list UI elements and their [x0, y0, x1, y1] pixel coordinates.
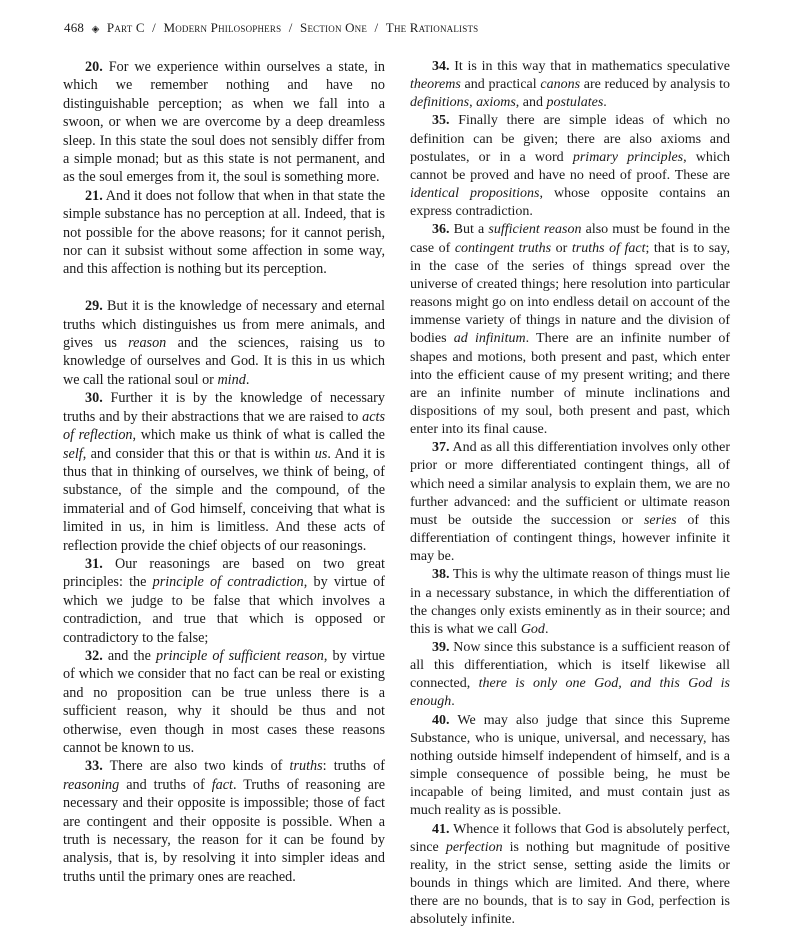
paragraph-text: , which make us think of what is called the: [132, 427, 385, 444]
paragraph-text: , which cannot be proved and have no need of proof. These are: [410, 149, 731, 183]
paragraph-number: 41.: [432, 821, 450, 837]
paragraph-text: and the sciences, raising us to knowledge of ourselves and God. It is this in us which we call the rational soul or: [63, 335, 385, 388]
header-chapter: Modern Philosophers: [163, 20, 282, 35]
paragraph-text: But it is the knowledge of necessary and eternal truths which distinguishes us from mere animals, and gives us: [63, 298, 385, 352]
paragraph-text: There are also two kinds of: [102, 758, 290, 775]
paragraph-text: .: [603, 95, 607, 111]
italic-text: identical propositions: [410, 186, 540, 202]
header-section: Section One: [300, 20, 368, 35]
italic-text: contingent truths: [454, 240, 552, 256]
paragraph-text: is nothing but magnitude of positive reality, in the strict sense, setting aside the limits or bounds in things which are limited. And there, where there are no bounds, that is to say in God, perfection is absolutely infinite.: [410, 839, 730, 928]
paragraph-text: and truths of: [119, 776, 212, 793]
paragraph-text: We may also judge that since this Supreme Substance, who is unique, universal, and necessary, has nothing outside himself independent of himself, and is a simple consequence of possible being, he must be incapable of being limited, and must contain just as much reality as is possible.: [410, 712, 730, 819]
paragraph-text: Whence it follows that God is absolutely perfect, since: [410, 821, 730, 855]
paragraph-number: 38.: [432, 567, 450, 583]
header-separator: /: [288, 20, 293, 35]
header-title: The Rationalists: [385, 20, 479, 35]
paragraph-text: of this differentiation of contingent things, however infinite it may be.: [410, 512, 731, 565]
paragraph-text: and the: [102, 647, 157, 664]
paragraph-38: [410, 566, 730, 639]
header-separator: /: [374, 20, 379, 35]
paragraph-text: , and consider that this or that is within: [82, 445, 315, 462]
paragraph-text: .: [451, 694, 455, 710]
paragraph-number: 21.: [85, 187, 103, 204]
paragraph-21: [63, 187, 385, 279]
paragraph-32: [63, 647, 385, 757]
italic-text: acts of reflection: [63, 408, 385, 444]
italic-text: series: [643, 512, 677, 528]
paragraph-text: But a: [449, 222, 489, 238]
paragraph-29: [63, 297, 385, 389]
paragraph-text: Further it is by the knowledge of necessary truths and by their abstractions that we are raised to: [63, 390, 385, 425]
paragraph-33: [63, 757, 385, 886]
paragraph-40: [410, 712, 730, 821]
paragraph-number: 36.: [432, 222, 450, 238]
italic-text: principle of sufficient reason: [156, 647, 324, 664]
paragraph-text: It is in this way that in mathematics speculative: [449, 59, 730, 74]
italic-text: canons: [540, 77, 581, 93]
italic-text: truths: [289, 758, 323, 775]
paragraph-text: ; that is to say, in the case of the series of things spread over the universe of created things; here resolution into particular reasons might go on into endless detail on account of the immense variety of things in nature and the division of bodies: [410, 240, 730, 347]
paragraph-text: . There are an infinite number of shapes and motions, both present and past, which enter into the efficient cause of my present writing; and there are an infinite number of minute inclinations and dispositions of my soul, both present and past, which enter into its final cause.: [410, 331, 730, 438]
paragraph-34: [410, 58, 730, 112]
paragraph-text: Our reasonings are based on two great principles: the: [63, 555, 385, 591]
paragraph-35: [410, 112, 730, 221]
paragraph-number: 35.: [432, 113, 450, 129]
paragraph-31: [63, 555, 385, 647]
paragraph-text: : truths of: [322, 758, 386, 775]
running-header: [64, 20, 744, 36]
italic-text: sufficient reason: [488, 222, 582, 238]
paragraph-text: , by virtue of which we judge to be false that which involves a contradiction, and true that which is opposed or contradictory to the false;: [63, 574, 385, 646]
paragraph-text: , and: [515, 95, 547, 111]
paragraph-text: . And it is thus that in thinking of ourselves, we think of being, of substance, of the simple and the compound, of the immaterial and of God himself, conceiving that what is limited in us, in him is limitless. And these acts of reflection provide the chief objects of our reasonings.: [63, 445, 385, 554]
italic-text: axioms: [476, 95, 516, 111]
italic-text: us: [314, 445, 328, 462]
italic-text: postulates: [546, 95, 604, 111]
italic-text: perfection: [445, 839, 503, 855]
paragraph-text: This is why the ultimate reason of things must lie in a necessary substance, in which the differentiation of the changes only exists eminently as in their source; and this is what we call: [410, 567, 730, 637]
paragraph-number: 31.: [85, 555, 103, 572]
paragraph-number: 37.: [432, 440, 450, 456]
italic-text: fact: [211, 776, 233, 793]
italic-text: reasoning: [63, 776, 120, 793]
paragraph-number: 40.: [432, 712, 450, 728]
right-text-column: [410, 58, 730, 930]
italic-text: reason: [128, 335, 167, 352]
paragraph-number: 30.: [85, 390, 103, 407]
italic-text: definitions: [410, 95, 470, 111]
paragraph-text: And as all this differentiation involves only other prior or more differentiated contingent things, all of which need a similar analysis to explain them, we are no further advanced: and the sufficient or ultimate reason must be outside the succession or: [410, 440, 730, 528]
paragraph-number: 20.: [85, 59, 103, 75]
paragraph-text: .: [245, 371, 250, 388]
diamond-ornament-icon: ◈: [91, 24, 100, 35]
paragraph-text: , whose opposite contains an express contradiction.: [410, 186, 730, 220]
paragraph-39: [410, 639, 730, 712]
paragraph-number: 32.: [85, 647, 103, 664]
paragraph-number: 29.: [85, 298, 103, 315]
paragraph-number: 39.: [432, 640, 450, 655]
italic-text: theorems: [410, 77, 461, 93]
paragraph-text: For we experience within ourselves a state, in which we remember nothing and have no distinguishable perception; as when we fall into a swoon, or when we are overcome by a deep dreamless sleep. In this state the soul does not sensibly differ from a simple monad; but as this state is not permanent, and as the soul emerges from it, the soul is something more.: [63, 59, 385, 186]
paragraph-text: ,: [469, 95, 477, 111]
paragraph-text: Now since this substance is a sufficient reason of all this differentiation, which is itself likewise all connected,: [410, 640, 730, 692]
paragraph-text: and practical: [460, 77, 541, 93]
paragraph-37: [410, 439, 730, 566]
paragraph-text: , by virtue of which we consider that no fact can be real or existing and no proposition can be true unless there is a sufficient reason, why it should be thus and not otherwise, even though in most cases these reasons cannot be known to us.: [63, 647, 385, 757]
italic-text: primary principles: [572, 149, 684, 165]
paragraph-36: [410, 221, 730, 439]
italic-text: truths of fact: [571, 240, 646, 256]
paragraph-41: [410, 821, 730, 930]
left-text-column: [63, 58, 385, 886]
paragraph-text: are reduced by analysis to: [580, 77, 730, 93]
italic-text: self: [63, 445, 83, 462]
italic-text: ad infinitum: [453, 331, 526, 347]
paragraph-text: . Truths of reasoning are necessary and their opposite is impossible; those of fact are contingent and their opposite is possible. When a truth is necessary, the reason for it can be found by analysis, that is, by resolving it into simpler ideas and truths until the primary ones are reached.: [63, 776, 385, 885]
italic-text: principle of contradiction: [152, 574, 304, 591]
paragraph-30: [63, 389, 385, 555]
page-number: 468: [64, 20, 85, 35]
italic-text: there is only one God, and this God is enough: [410, 676, 731, 710]
paragraph-20: [63, 58, 385, 187]
paragraph-number: 34.: [432, 59, 450, 74]
header-separator: /: [152, 20, 156, 35]
italic-text: God: [520, 621, 545, 637]
paragraph-text: And it does not follow that when in that state the simple substance has no perception at all. Indeed, that is not possible for the above reasons; for it cannot perish, nor can it subsist without some affection in some way, and this affection is nothing but its perception.: [63, 187, 385, 278]
paragraph-text: .: [544, 621, 549, 637]
paragraph-number: 33.: [85, 758, 103, 775]
paragraph-text: also must be found in the case of: [410, 222, 730, 256]
italic-text: mind: [217, 371, 246, 388]
paragraph-text: Finally there are simple ideas of which no definition can be given; there are also axioms and postulates, or in a word: [410, 113, 730, 165]
header-part: Part C: [106, 20, 145, 35]
paragraph-text: or: [551, 240, 572, 256]
